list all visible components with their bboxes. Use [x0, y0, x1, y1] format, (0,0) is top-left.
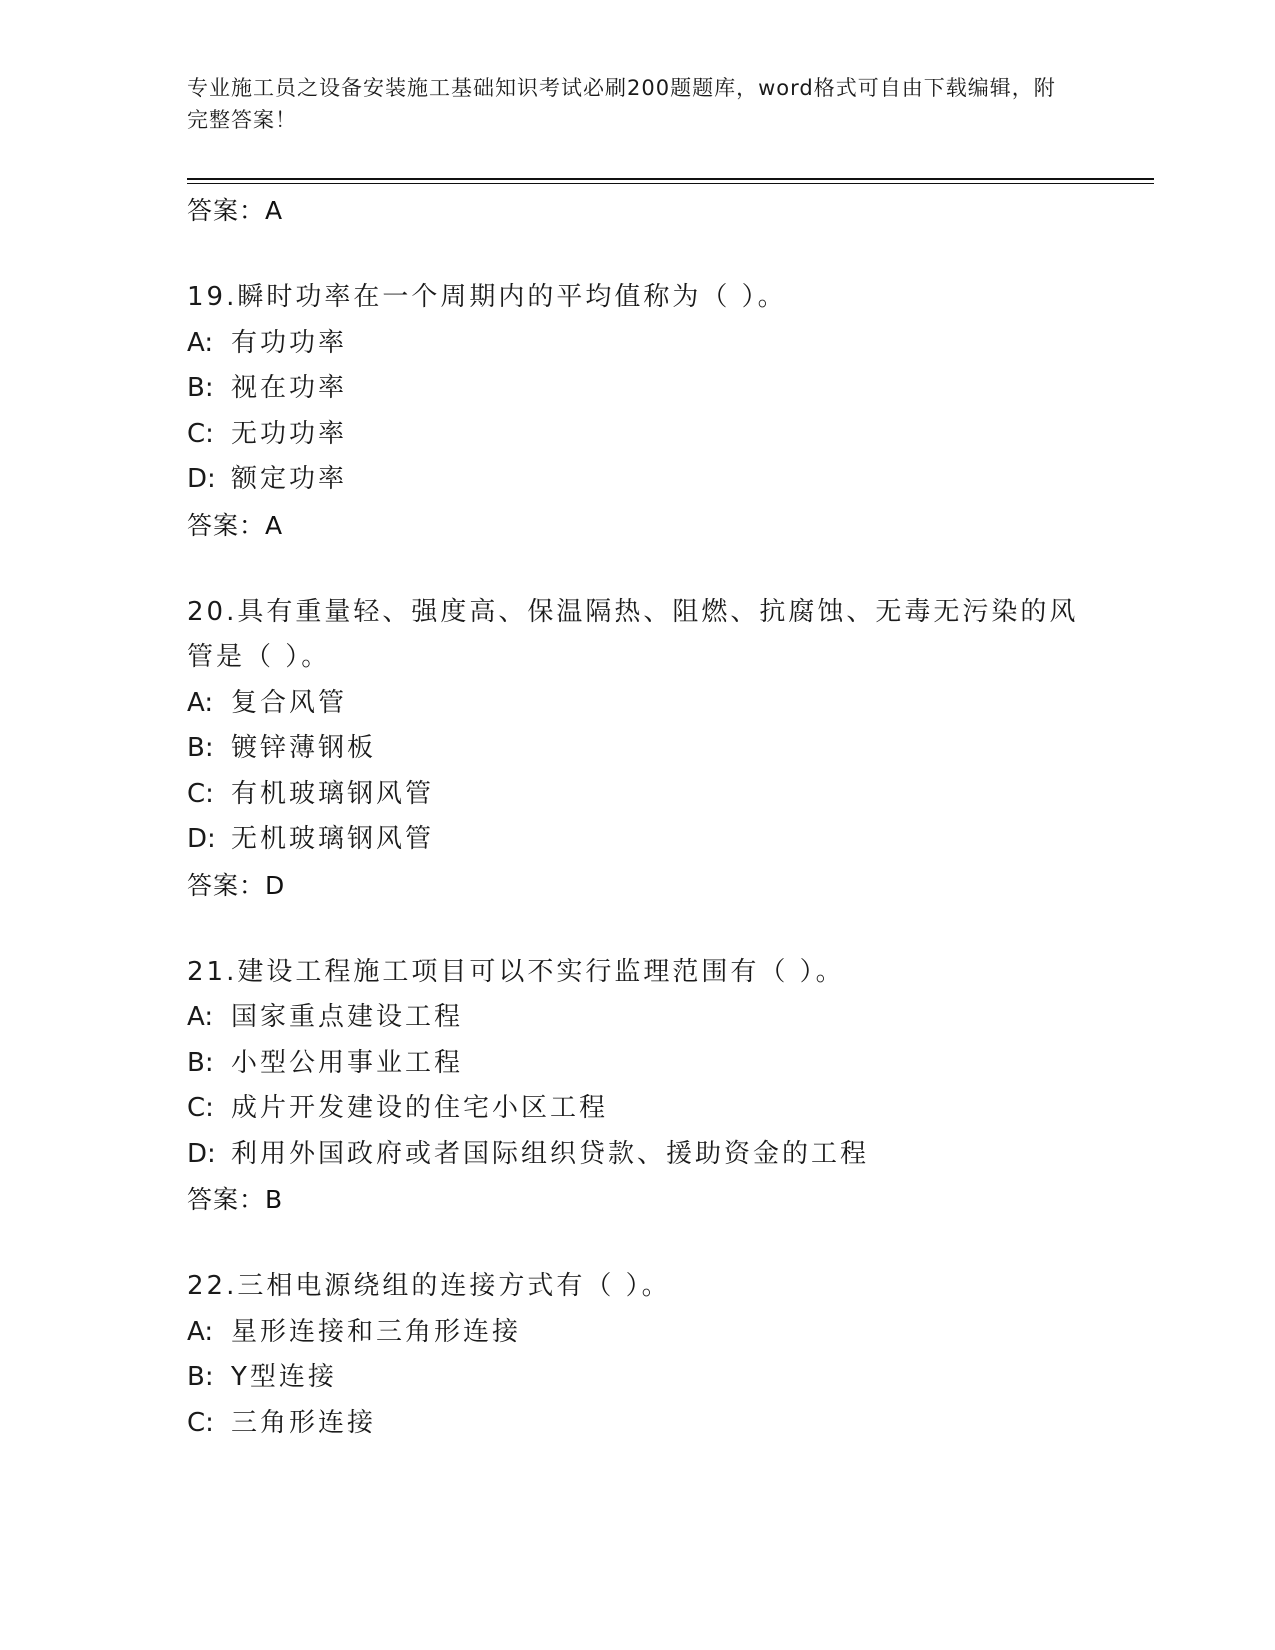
- answer-line: 答案：D: [187, 870, 286, 900]
- option-text: 镀锌薄钢板: [231, 733, 377, 763]
- answer-line: 答案：A: [187, 510, 284, 540]
- option-c: [187, 772, 1087, 818]
- option-b: [187, 366, 1087, 412]
- option-label: C:: [187, 1407, 214, 1438]
- question-stem: 20.具有重量轻、强度高、保温隔热、阻燃、抗腐蚀、无毒无污染的风管是（ ）。: [187, 596, 1079, 672]
- question-19: [187, 275, 1087, 549]
- option-label: C:: [187, 418, 214, 449]
- document-header: 专业施工员之设备安装施工基础知识考试必刷200题题库，word格式可自由下载编辑，附完整答案！: [187, 76, 1056, 132]
- option-text: 星形连接和三角形连接: [231, 1316, 522, 1347]
- option-label: A:: [187, 1002, 214, 1032]
- option-text: 复合风管: [231, 687, 348, 718]
- option-text: Y型连接: [231, 1362, 337, 1392]
- option-label: A:: [187, 327, 214, 358]
- option-text: 成片开发建设的住宅小区工程: [231, 1093, 609, 1123]
- option-label: D:: [187, 824, 216, 854]
- question-stem: 21.建设工程施工项目可以不实行监理范围有（ ）。: [187, 956, 845, 987]
- option-label: B:: [187, 733, 214, 763]
- option-c: [187, 1086, 1087, 1132]
- option-text: 有功功率: [231, 327, 348, 358]
- question-20: [187, 590, 1087, 909]
- header-rule-thick: [187, 178, 1154, 180]
- option-label: B:: [187, 1047, 214, 1078]
- header-rule-thin: [187, 183, 1154, 184]
- option-a: [187, 995, 1087, 1041]
- option-c: [187, 412, 1087, 458]
- option-text: 三角形连接: [231, 1407, 377, 1438]
- option-a: [187, 681, 1087, 727]
- option-label: C:: [187, 1093, 214, 1123]
- option-text: 有机玻璃钢风管: [231, 778, 435, 809]
- option-label: D:: [187, 1138, 216, 1169]
- option-a: [187, 321, 1087, 367]
- option-b: [187, 1355, 1087, 1401]
- question-22: [187, 1264, 1087, 1446]
- option-label: B:: [187, 373, 214, 403]
- option-text: 无机玻璃钢风管: [231, 824, 435, 854]
- option-text: 小型公用事业工程: [231, 1047, 464, 1078]
- option-text: 视在功率: [231, 373, 348, 403]
- question-list: [187, 188, 1087, 1487]
- option-b: [187, 1041, 1087, 1087]
- carryover-answer: 答案：A: [187, 196, 284, 225]
- option-label: A:: [187, 1316, 214, 1347]
- question-stem: 22.三相电源绕组的连接方式有（ ）。: [187, 1271, 671, 1301]
- option-d: [187, 1132, 1087, 1178]
- option-label: D:: [187, 464, 216, 494]
- option-label: C:: [187, 778, 214, 809]
- option-label: A:: [187, 687, 214, 718]
- option-text: 无功功率: [231, 418, 348, 449]
- option-label: B:: [187, 1362, 214, 1392]
- question-stem: 19.瞬时功率在一个周期内的平均值称为（ ）。: [187, 282, 787, 312]
- option-a: [187, 1310, 1087, 1356]
- option-text: 利用外国政府或者国际组织贷款、援助资金的工程: [231, 1138, 870, 1169]
- option-d: [187, 817, 1087, 863]
- option-c: [187, 1401, 1087, 1447]
- option-b: [187, 726, 1087, 772]
- answer-line: 答案：B: [187, 1185, 284, 1214]
- option-text: 国家重点建设工程: [231, 1002, 464, 1032]
- question-21: [187, 950, 1087, 1224]
- option-text: 额定功率: [231, 464, 348, 494]
- option-d: [187, 457, 1087, 503]
